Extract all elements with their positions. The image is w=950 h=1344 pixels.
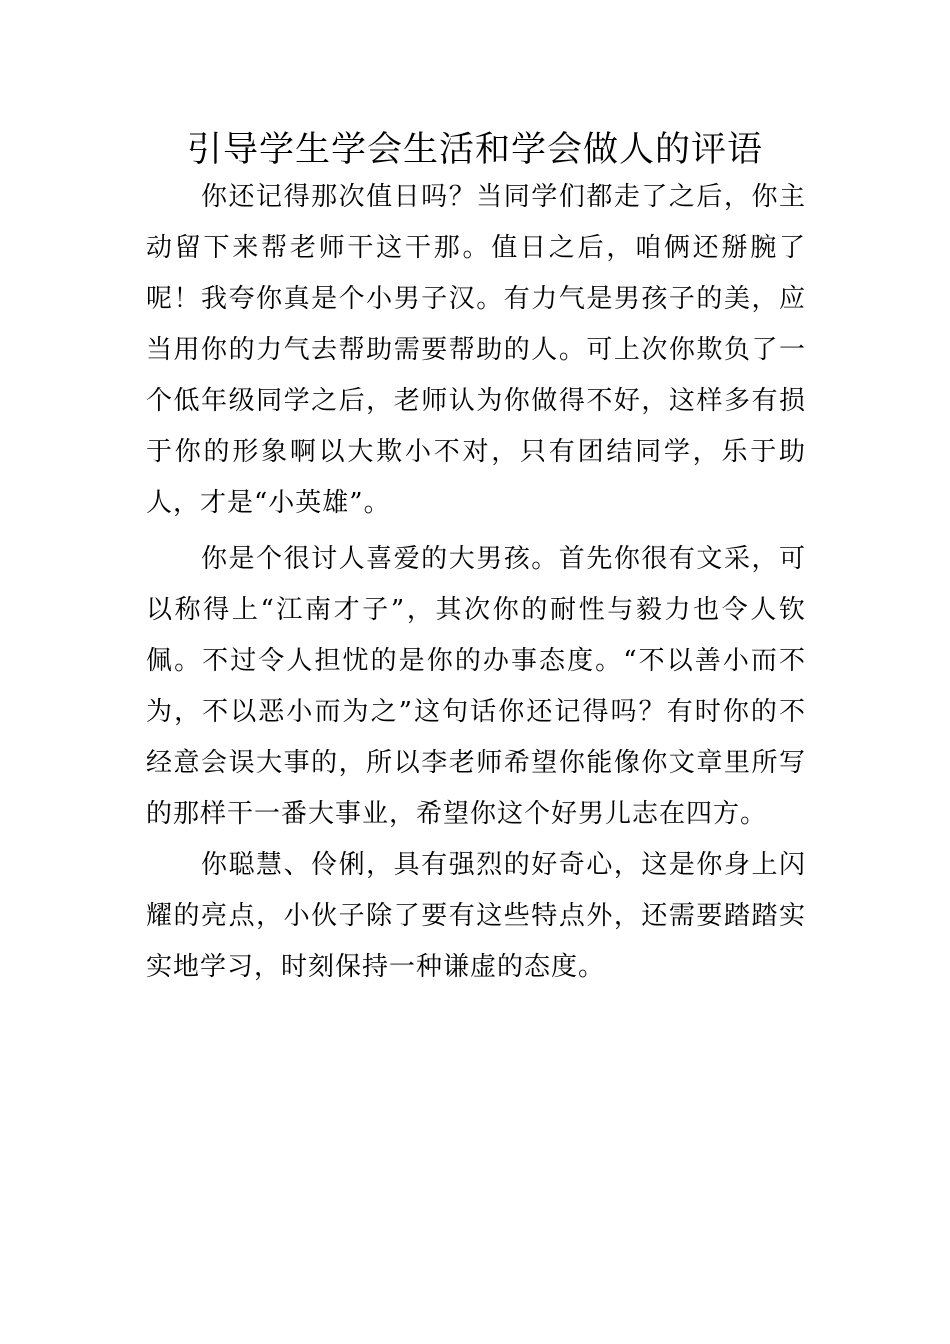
paragraph-2: 你是个很讨人喜爱的大男孩。首先你很有文采，可以称得上“江南才子”，其次你的耐性与毅力也令人钦佩。不过令人担忧的是你的办事态度。“不以善小而不为，不以恶小而为之”这句话你还记得吗？有时你的不经意会误大事的，所以李老师希望你能像你文章里所写的那样干一番大事业，希望你这个好男儿志在四方。 — [146, 544, 806, 829]
document-title: 引导学生学会生活和学会做人的评语 — [186, 130, 763, 170]
paragraph-1: 你还记得那次值日吗？当同学们都走了之后，你主动留下来帮老师干这干那。值日之后，咱俩还掰腕了呢！我夸你真是个小男子汉。有力气是男孩子的美，应当用你的力气去帮助需要帮助的人。可上次你欺负了一个低年级同学之后，老师认为你做得不好，这样多有损于你的形象啊以大欺小不对，只有团结同学，乐于助人，才是“小英雄”。 — [146, 182, 806, 518]
document-body — [146, 172, 806, 993]
paragraph-3: 你聪慧、伶俐，具有强烈的好奇心，这是你身上闪耀的亮点，小伙子除了要有这些特点外，还需要踏踏实实地学习，时刻保持一种谦虚的态度。 — [146, 850, 806, 982]
